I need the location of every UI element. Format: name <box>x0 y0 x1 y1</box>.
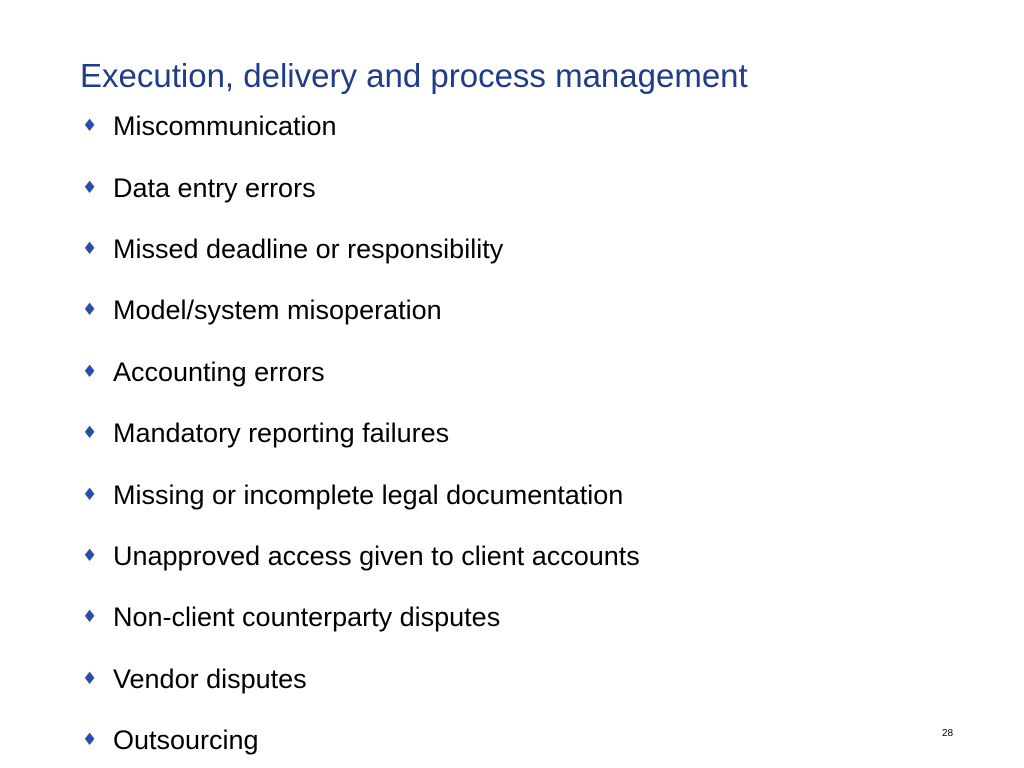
list-item <box>82 403 640 464</box>
diamond-bullet-icon: ♦ <box>82 545 98 566</box>
list-item <box>82 526 640 587</box>
bullet-text: Outsourcing <box>113 725 259 756</box>
bullet-text: Accounting errors <box>113 356 325 387</box>
bullet-text: Missed deadline or responsibility <box>113 233 504 264</box>
bullet-text: Data entry errors <box>113 172 316 203</box>
diamond-bullet-icon: ♦ <box>82 484 98 505</box>
list-item <box>82 219 640 280</box>
bullet-text: Non-client counterparty disputes <box>113 602 501 633</box>
bullet-text: Model/system misoperation <box>113 295 442 326</box>
diamond-bullet-icon: ♦ <box>82 238 98 259</box>
slide-title: Execution, delivery and process management <box>80 57 748 94</box>
bullet-text: Miscommunication <box>113 111 337 142</box>
list-item <box>82 649 640 710</box>
diamond-bullet-icon: ♦ <box>82 423 98 444</box>
diamond-bullet-icon: ♦ <box>82 177 98 198</box>
page-number: 28 <box>942 728 954 739</box>
list-item <box>82 280 640 341</box>
diamond-bullet-icon: ♦ <box>82 116 98 137</box>
list-item <box>82 587 640 648</box>
bullet-list <box>82 96 640 768</box>
list-item <box>82 710 640 768</box>
bullet-text: Unapproved access given to client accounts <box>113 540 640 571</box>
diamond-bullet-icon: ♦ <box>82 607 98 628</box>
list-item <box>82 464 640 525</box>
diamond-bullet-icon: ♦ <box>82 361 98 382</box>
list-item <box>82 96 640 157</box>
list-item <box>82 157 640 218</box>
bullet-text: Vendor disputes <box>113 663 307 694</box>
bullet-text: Mandatory reporting failures <box>113 418 450 449</box>
bullet-text: Missing or incomplete legal documentation <box>113 479 624 510</box>
diamond-bullet-icon: ♦ <box>82 300 98 321</box>
diamond-bullet-icon: ♦ <box>82 730 98 751</box>
diamond-bullet-icon: ♦ <box>82 668 98 689</box>
list-item <box>82 342 640 403</box>
